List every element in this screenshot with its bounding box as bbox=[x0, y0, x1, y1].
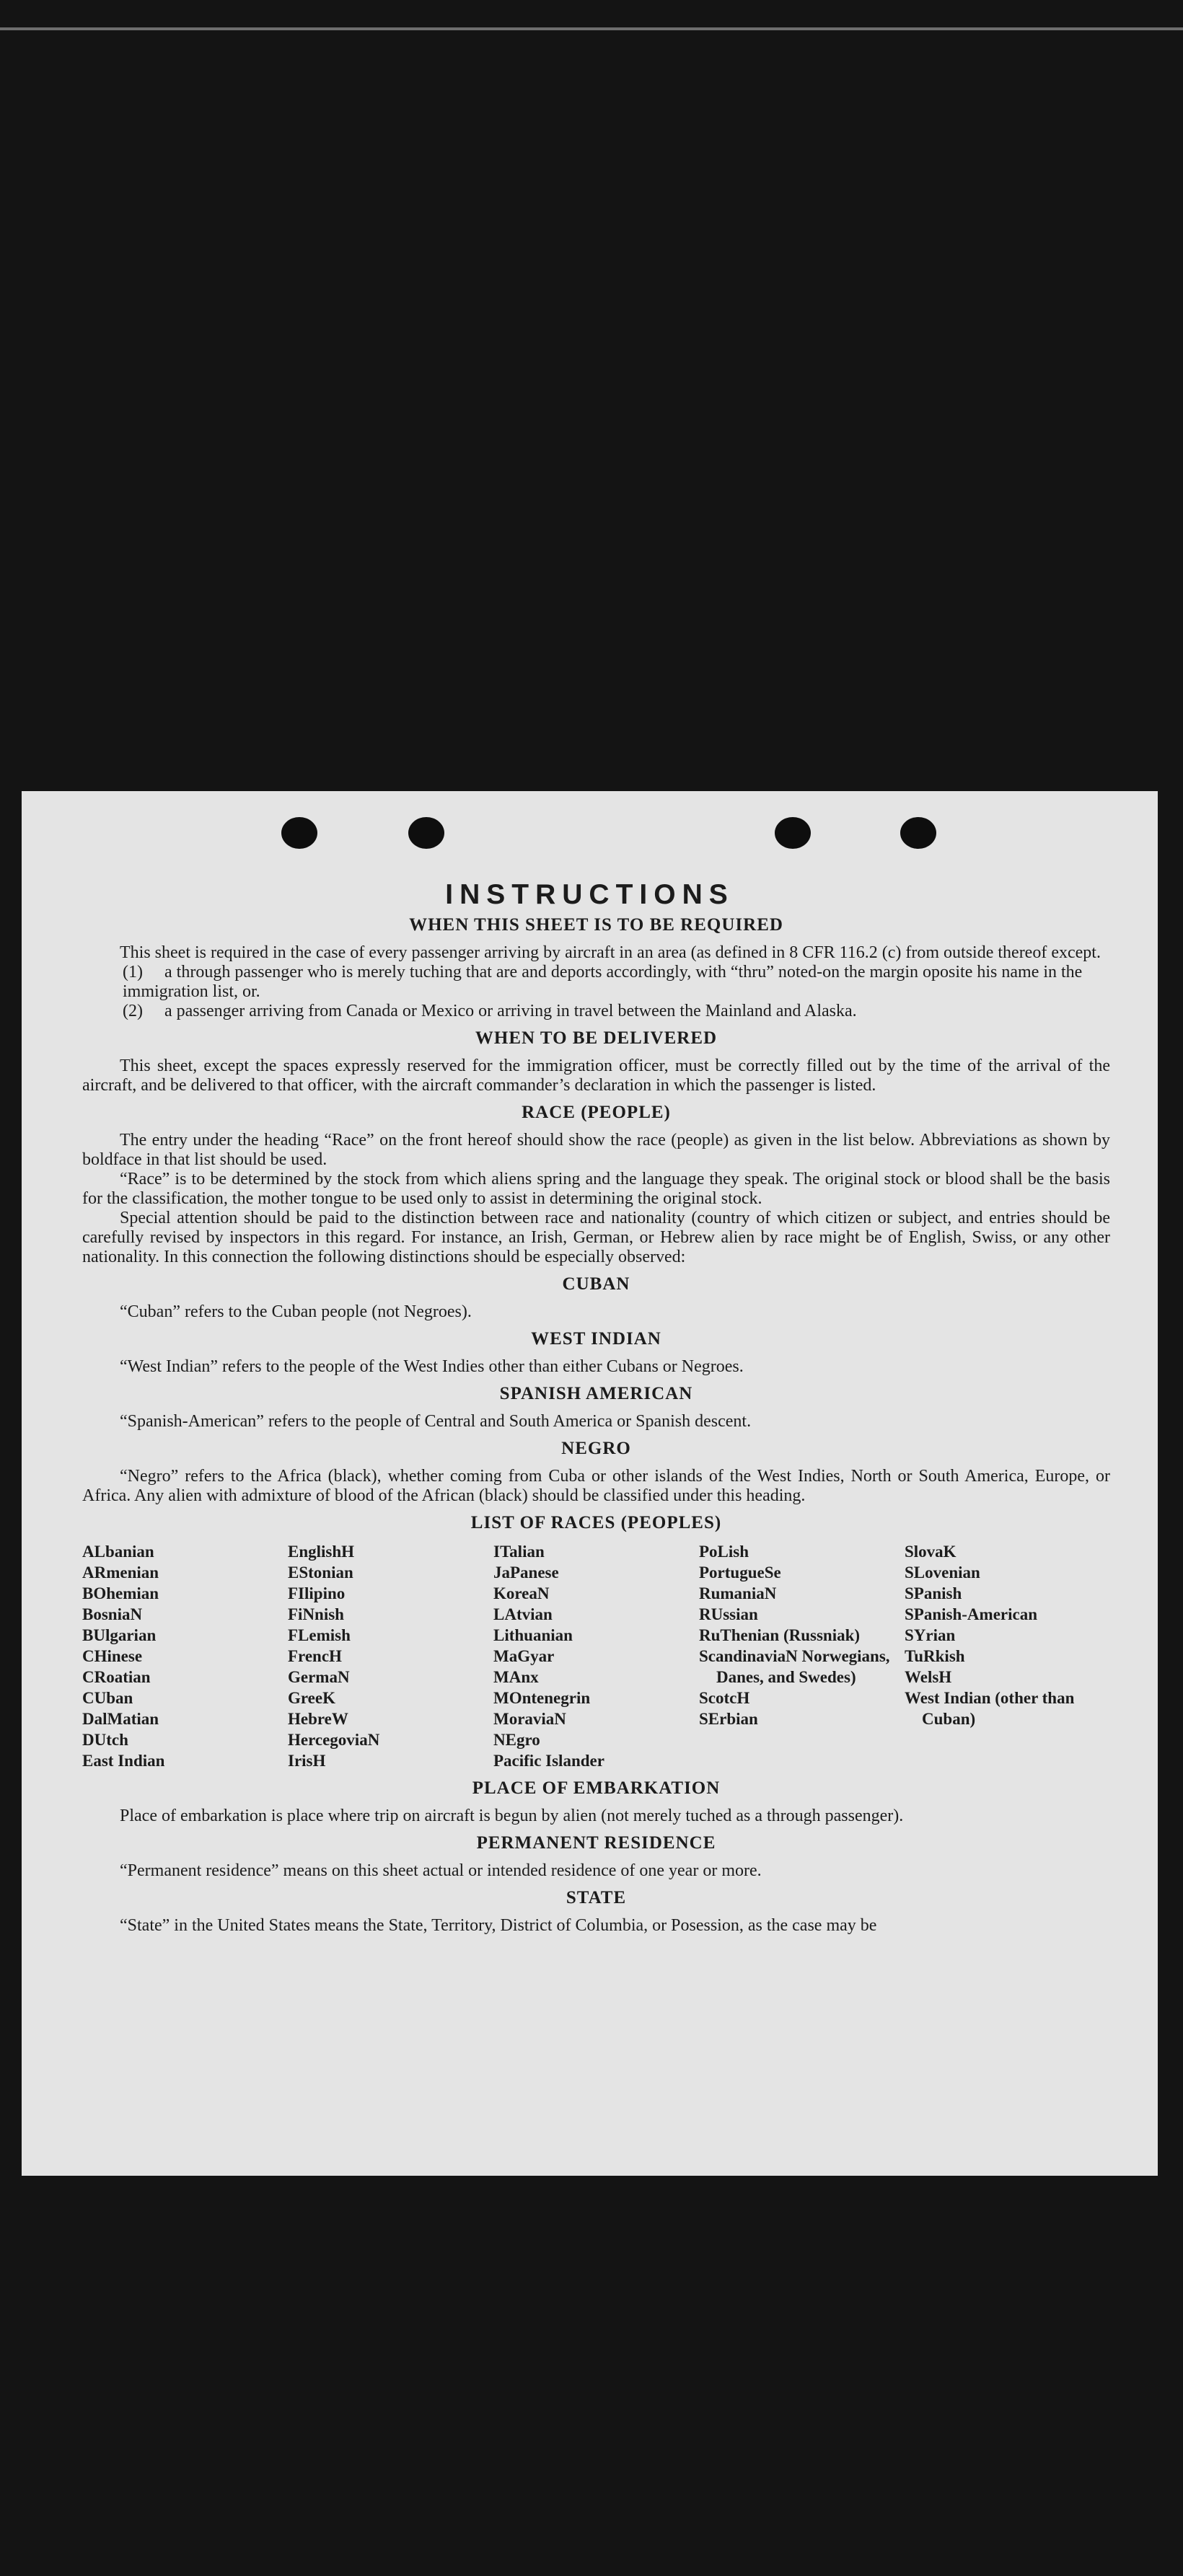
race-entry: IrisH bbox=[288, 1752, 326, 1770]
spanish-american-paragraph: “Spanish-American” refers to the people of Central and South America or Spanish descent. bbox=[120, 1412, 752, 1431]
intro-paragraph: This sheet is required in the case of every passenger arriving by aircraft in an area (as defined in 8 CFR 116.2 (c) from outside thereof except. bbox=[120, 943, 1101, 962]
race-entry: ScotcH bbox=[699, 1689, 750, 1707]
cuban-paragraph: “Cuban” refers to the Cuban people (not Negroes). bbox=[120, 1302, 472, 1321]
section-heading-spanish-american: SPANISH AMERICAN bbox=[499, 1384, 693, 1403]
exception-text: a passenger arriving from Canada or Mexico or arriving in travel between the Mainland and Alaska. bbox=[164, 1002, 857, 1020]
film-edge-rule bbox=[0, 27, 1183, 30]
race-entry: PortugueSe bbox=[699, 1563, 781, 1582]
race-paragraph-1: The entry under the heading “Race” on the front hereof should show the race (people) as given in the list below. Abbreviations as shown by boldface in that list should be used. bbox=[82, 1131, 1110, 1169]
race-entry: SErbian bbox=[699, 1710, 758, 1728]
race-entry: ALbanian bbox=[82, 1543, 154, 1561]
race-entry: BosniaN bbox=[82, 1605, 143, 1623]
race-entry: Pacific Islander bbox=[493, 1752, 604, 1770]
race-entry: CHinese bbox=[82, 1647, 143, 1665]
race-entry: JaPanese bbox=[493, 1563, 559, 1582]
race-entry: RumaniaN bbox=[699, 1584, 777, 1602]
race-entry: DUtch bbox=[82, 1731, 128, 1749]
race-entry: FIlipino bbox=[288, 1584, 346, 1602]
residence-paragraph: “Permanent residence” means on this sheet actual or intended residence of one year or more. bbox=[120, 1861, 762, 1880]
race-entry: SYrian bbox=[905, 1626, 956, 1644]
race-entry: NEgro bbox=[493, 1731, 540, 1749]
race-entry: SlovaK bbox=[905, 1543, 956, 1561]
punch-hole bbox=[775, 817, 811, 849]
race-entry: LAtvian bbox=[493, 1605, 553, 1623]
race-entry: FrencH bbox=[288, 1647, 342, 1665]
state-paragraph: “State” in the United States means the State, Territory, District of Columbia, or Posession, as the case may be bbox=[120, 1916, 877, 1935]
race-entry: PoLish bbox=[699, 1543, 749, 1561]
page-title: INSTRUCTIONS bbox=[445, 879, 734, 910]
section-heading-residence: PERMANENT RESIDENCE bbox=[476, 1833, 716, 1853]
race-entry: BUlgarian bbox=[82, 1626, 157, 1644]
section-heading-negro: NEGRO bbox=[561, 1439, 631, 1458]
race-column bbox=[699, 1541, 905, 1771]
negro-paragraph: “Negro” refers to the Africa (black), whether coming from Cuba or other islands of the West Indies, North or South America, Europe, or Africa. Any alien with admixture of blood of the African (black) should be classified under this heading. bbox=[82, 1467, 1110, 1505]
race-column bbox=[288, 1541, 493, 1771]
section-heading-delivered: WHEN TO BE DELIVERED bbox=[475, 1028, 718, 1048]
race-entry: HercegoviaN bbox=[288, 1731, 380, 1749]
race-entry: CRoatian bbox=[82, 1668, 151, 1686]
embarkation-paragraph: Place of embarkation is place where trip on aircraft is begun by alien (not merely tuched as a through passenger). bbox=[120, 1807, 904, 1825]
delivered-paragraph: This sheet, except the spaces expressly reserved for the immigration officer, must be correctly filled out by the time of the arrival of the aircraft, and be delivered to that officer, with the aircraft commander’s declaration in which the passenger is listed. bbox=[82, 1057, 1110, 1095]
race-entry: TuRkish bbox=[905, 1647, 965, 1665]
race-entry: EnglishH bbox=[288, 1543, 355, 1561]
race-entry: SPanish bbox=[905, 1584, 962, 1602]
race-list bbox=[82, 1541, 1110, 1771]
race-entry: MoraviaN bbox=[493, 1710, 566, 1728]
exception-text: a through passenger who is merely tuching that are and deports accordingly, with “thru” noted-on the margin oposite his name in the immigration list, or. bbox=[123, 963, 1083, 1001]
race-column bbox=[905, 1541, 1110, 1771]
section-heading-required: WHEN THIS SHEET IS TO BE REQUIRED bbox=[409, 915, 783, 935]
punch-hole bbox=[408, 817, 444, 849]
race-entry: East Indian bbox=[82, 1752, 165, 1770]
west-indian-paragraph: “West Indian” refers to the people of the West Indies other than either Cubans or Negroes. bbox=[120, 1357, 744, 1376]
race-entry: West Indian (other than Cuban) bbox=[905, 1689, 1075, 1728]
section-heading-race-list: LIST OF RACES (PEOPLES) bbox=[470, 1513, 722, 1532]
race-entry: BOhemian bbox=[82, 1584, 159, 1602]
instruction-sheet bbox=[22, 791, 1158, 2176]
race-entry: RuThenian (Russniak) bbox=[699, 1626, 861, 1644]
exception-item bbox=[82, 963, 1110, 1002]
exception-number: (1) bbox=[123, 963, 143, 982]
section-heading-state: STATE bbox=[566, 1888, 627, 1907]
section-heading-cuban: CUBAN bbox=[562, 1274, 630, 1294]
race-entry: GreeK bbox=[288, 1689, 335, 1707]
race-entry: MAnx bbox=[493, 1668, 539, 1686]
race-entry: ITalian bbox=[493, 1543, 545, 1561]
race-entry: KoreaN bbox=[493, 1584, 550, 1602]
race-paragraph-3: Special attention should be paid to the distinction between race and nationality (country of which citizen or subject, and entries should be carefully revised by inspectors in this regard. For instance, an Irish, German, or Hebrew alien by race might be of English, Swiss, or any other nationality. In this connection the following distinctions should be especially observed: bbox=[82, 1209, 1110, 1266]
exception-item bbox=[82, 1002, 1110, 1021]
race-entry: EStonian bbox=[288, 1563, 353, 1582]
race-entry: MOntenegrin bbox=[493, 1689, 591, 1707]
race-paragraph-2: “Race” is to be determined by the stock from which aliens spring and the language they speak. The original stock or blood shall be the basis for the classification, the mother tongue to be used only to assist in determining the original stock. bbox=[82, 1170, 1110, 1208]
race-entry: SPanish-American bbox=[905, 1605, 1037, 1623]
section-heading-race: RACE (PEOPLE) bbox=[522, 1103, 671, 1122]
punch-hole bbox=[900, 817, 936, 849]
section-heading-west-indian: WEST INDIAN bbox=[531, 1329, 661, 1349]
section-heading-embarkation: PLACE OF EMBARKATION bbox=[472, 1778, 721, 1798]
race-column bbox=[493, 1541, 699, 1771]
race-entry: FLemish bbox=[288, 1626, 351, 1644]
race-entry: GermaN bbox=[288, 1668, 350, 1686]
race-entry: MaGyar bbox=[493, 1647, 555, 1665]
race-entry: Lithuanian bbox=[493, 1626, 573, 1644]
exception-number: (2) bbox=[123, 1002, 143, 1020]
race-entry: CUban bbox=[82, 1689, 133, 1707]
race-entry: SLovenian bbox=[905, 1563, 980, 1582]
instructions-body bbox=[82, 915, 1110, 1936]
race-entry: HebreW bbox=[288, 1710, 348, 1728]
race-entry: WelsH bbox=[905, 1668, 952, 1686]
race-entry: DalMatian bbox=[82, 1710, 159, 1728]
race-entry: ScandinaviaN Norwegians, Danes, and Swedes) bbox=[699, 1647, 890, 1686]
race-entry: FiNnish bbox=[288, 1605, 344, 1623]
race-entry: RUssian bbox=[699, 1605, 758, 1623]
race-column bbox=[82, 1541, 288, 1771]
race-entry: ARmenian bbox=[82, 1563, 159, 1582]
punch-hole bbox=[281, 817, 317, 849]
